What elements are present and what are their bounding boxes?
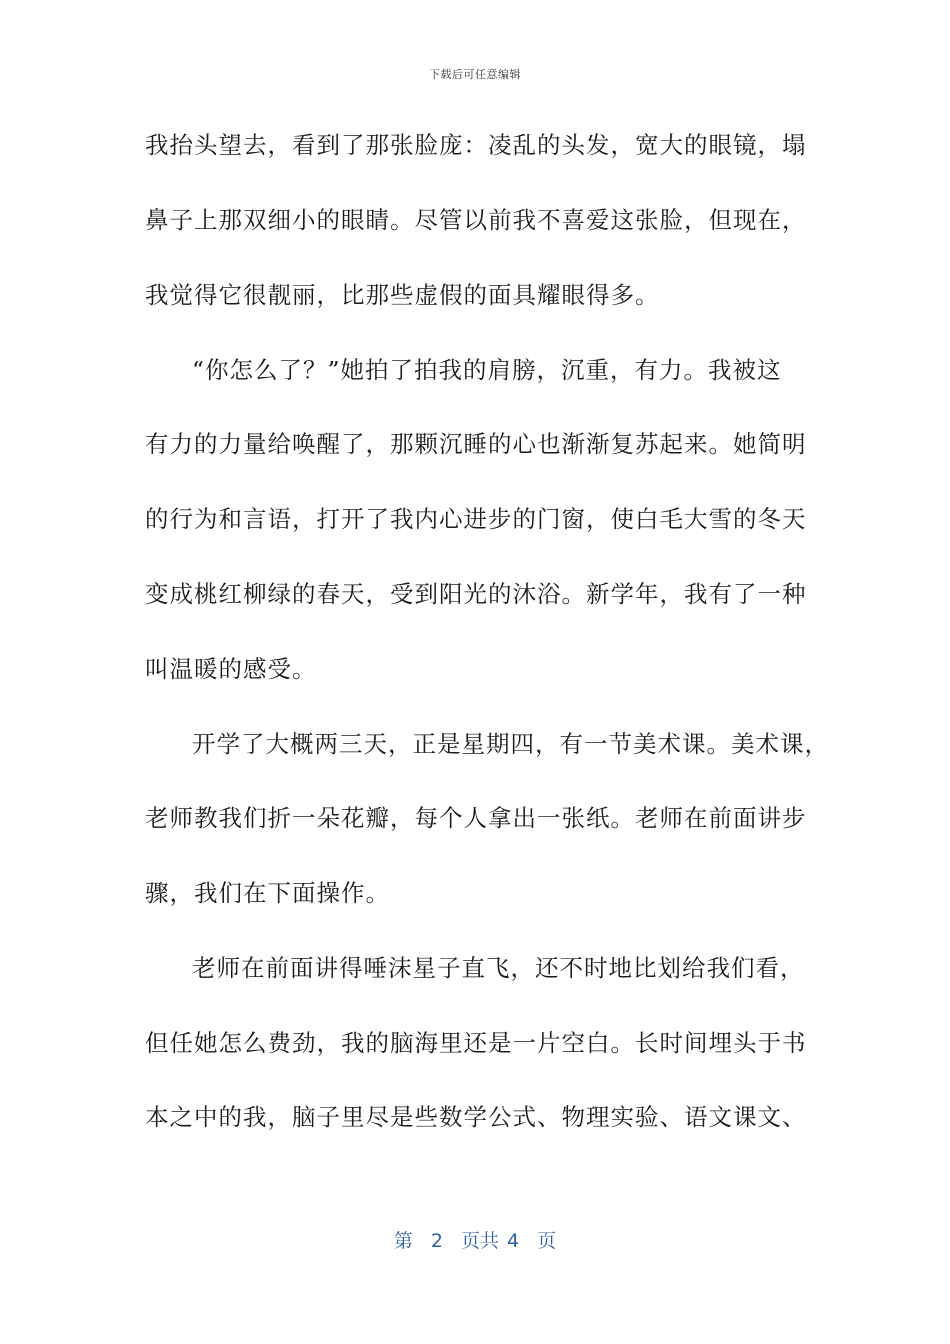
page-header: 下载后可任意编辑 [429,68,521,81]
text-line: 的行为和言语，打开了我内心进步的门窗，使白毛大雪的冬天 [145,505,807,533]
paragraph-start-line: “你怎么了？”她拍了拍我的肩膀，沉重，有力。我被这 [192,356,782,384]
total-pages-number: 4 [507,1230,520,1252]
text-line: 我觉得它很靓丽，比那些虚假的面具耀眼得多。 [145,281,660,309]
paragraph-start-line: 老师在前面讲得唾沫星子直飞，还不时地比划给我们看， [192,954,805,982]
page-label-suffix: 页 [537,1230,557,1252]
text-line: 变成桃红柳绿的春天，受到阳光的沐浴。新学年，我有了一种 [145,580,807,608]
current-page-number: 2 [430,1230,443,1252]
text-line: 叫温暖的感受。 [145,655,317,683]
text-line: 骤，我们在下面操作。 [145,879,390,907]
page-label-mid: 页共 [460,1230,499,1252]
page-footer [0,1226,950,1253]
text-line: 鼻子上那双细小的眼睛。尽管以前我不喜爱这张脸，但现在， [145,206,807,234]
paragraph-start-line: 开学了大概两三天，正是星期四，有一节美术课。美术课， [192,730,829,758]
page-label-prefix: 第 [393,1230,413,1252]
text-line: 老师教我们折一朵花瓣，每个人拿出一张纸。老师在前面讲步 [145,804,807,832]
text-line: 我抬头望去，看到了那张脸庞：凌乱的头发，宽大的眼镜，塌 [145,131,807,159]
text-line: 本之中的我，脑子里尽是些数学公式、物理实验、语文课文、 [145,1103,807,1131]
text-line: 有力的力量给唤醒了，那颗沉睡的心也渐渐复苏起来。她简明 [145,430,807,458]
text-line: 但任她怎么费劲，我的脑海里还是一片空白。长时间埋头于书 [145,1029,807,1057]
